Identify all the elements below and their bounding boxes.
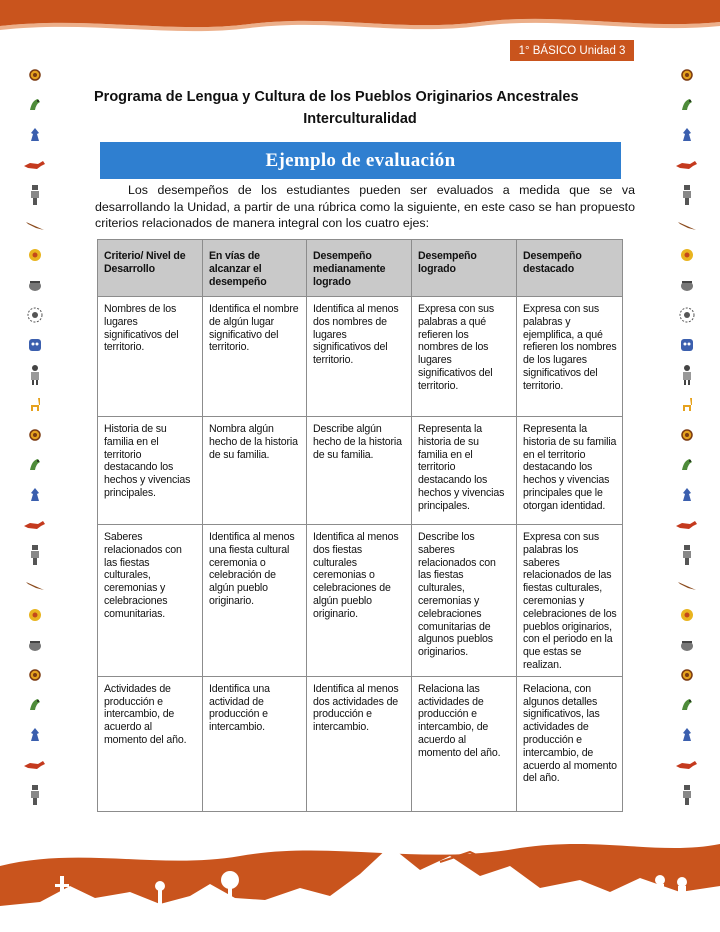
warrior-icon (22, 360, 48, 390)
rubric-cell: Describe algún hecho de la historia de su familia. (307, 417, 412, 525)
rubric-header-cell: Desempeño destacado (517, 240, 623, 297)
bird-icon (674, 90, 700, 120)
sun-icon (22, 660, 48, 690)
rubric-cell: Describe los saberes relacionados con las fiestas culturales, ceremonias y celebraciones comunitarias de algunos pueblos originarios. (412, 525, 517, 677)
left-decoration-column (22, 60, 48, 810)
rubric-cell: Identifica una actividad de producción e intercambio. (203, 676, 307, 811)
flower-icon (22, 240, 48, 270)
totem-icon (22, 780, 48, 810)
pot-icon (22, 270, 48, 300)
figure-icon (22, 480, 48, 510)
rubric-cell: Identifica al menos una fiesta cultural ceremonia o celebración de algún pueblo originario. (203, 525, 307, 677)
rubric-cell: Expresa con sus palabras y ejemplifica, a qué refieren los nombres de los lugares significativos del territorio. (517, 297, 623, 417)
bird-icon (22, 90, 48, 120)
figure-icon (674, 720, 700, 750)
rubric-cell: Relaciona, con algunos detalles significativos, las actividades de producción e intercambio, de acuerdo al momento del año. (517, 676, 623, 811)
unit-badge: 1° BÁSICO Unidad 3 (510, 40, 634, 61)
totem-icon (674, 780, 700, 810)
rubric-table (97, 239, 623, 812)
program-subtitle: Interculturalidad (303, 111, 417, 127)
rubric-header-cell: Criterio/ Nivel de Desarrollo (98, 240, 203, 297)
bird-icon (674, 690, 700, 720)
section-title-banner: Ejemplo de evaluación (100, 142, 621, 179)
right-decoration-column (674, 60, 700, 810)
fox-icon (674, 510, 700, 540)
table-row (98, 525, 623, 677)
sun-icon (22, 60, 48, 90)
condor-icon (22, 210, 48, 240)
flower-icon (22, 600, 48, 630)
bird-icon (22, 450, 48, 480)
pot-icon (22, 630, 48, 660)
sun-icon (674, 60, 700, 90)
figure-icon (674, 120, 700, 150)
criterion-cell: Historia de su familia en el territorio destacando los hechos y vivencias principales. (98, 417, 203, 525)
criterion-cell: Nombres de los lugares significativos del territorio. (98, 297, 203, 417)
intro-paragraph (95, 182, 635, 232)
llama-icon (22, 390, 48, 420)
warrior-icon (674, 360, 700, 390)
totem-icon (674, 540, 700, 570)
rubric-header-row (98, 240, 623, 297)
rubric-cell: Identifica al menos dos actividades de producción e intercambio. (307, 676, 412, 811)
intro-text: Los desempeños de los estudiantes pueden ser evaluados a medida que se va desarrollando la Unidad, a partir de una rúbrica como la siguiente, en este caso se han propuesto criterios relacionados de manera integral con los cuatro ejes: (95, 183, 635, 230)
bottom-landscape-band (0, 826, 720, 932)
totem-icon (22, 180, 48, 210)
rubric-cell: Identifica al menos dos nombres de lugares significativos del territorio. (307, 297, 412, 417)
criterion-cell: Saberes relacionados con las fiestas culturales, ceremonias y celebraciones comunitarias. (98, 525, 203, 677)
table-row (98, 417, 623, 525)
flower-icon (674, 600, 700, 630)
rubric-cell: Relaciona las actividades de producción e intercambio, de acuerdo al momento del año. (412, 676, 517, 811)
figure-icon (674, 480, 700, 510)
condor-icon (22, 570, 48, 600)
rubric-cell: Identifica el nombre de algún lugar significativo del territorio. (203, 297, 307, 417)
llama-icon (674, 390, 700, 420)
flower-icon (674, 240, 700, 270)
fox-icon (22, 150, 48, 180)
rubric-header-cell: Desempeño medianamente logrado (307, 240, 412, 297)
table-row (98, 297, 623, 417)
totem-icon (674, 180, 700, 210)
fox-icon (22, 750, 48, 780)
fox-icon (674, 150, 700, 180)
sun-icon (22, 420, 48, 450)
rubric-cell: Representa la historia de su familia en el territorio destacando los hechos y vivencias principales que le otorgan identidad. (517, 417, 623, 525)
rubric-cell: Representa la historia de su familia en el territorio destacando los hechos y vivencias principales. (412, 417, 517, 525)
condor-icon (674, 570, 700, 600)
figure-icon (22, 720, 48, 750)
rubric-header-cell: Desempeño logrado (412, 240, 517, 297)
fox-icon (674, 750, 700, 780)
mask-icon (22, 330, 48, 360)
mask-icon (674, 330, 700, 360)
rubric-cell: Expresa con sus palabras los saberes relacionados de las fiestas culturales, ceremonias y celebraciones de los pueblos originarios, con el periodo en la que estas se realizan. (517, 525, 623, 677)
rubric-cell: Identifica al menos dos fiestas culturales ceremonias o celebraciones de algún pueblo originario. (307, 525, 412, 677)
table-row (98, 676, 623, 811)
totem-icon (22, 540, 48, 570)
bird-icon (674, 450, 700, 480)
rubric-header-cell: En vías de alcanzar el desempeño (203, 240, 307, 297)
bird-icon (22, 690, 48, 720)
pot-icon (674, 630, 700, 660)
rubric-cell: Expresa con sus palabras a qué refieren los nombres de los lugares significativos del territorio. (412, 297, 517, 417)
fox-icon (22, 510, 48, 540)
condor-icon (674, 210, 700, 240)
sun-icon (674, 660, 700, 690)
program-title: Programa de Lengua y Cultura de los Pueblos Originarios Ancestrales (94, 89, 579, 105)
top-decorative-band (0, 0, 720, 44)
sun-icon (674, 420, 700, 450)
criterion-cell: Actividades de producción e intercambio, de acuerdo al momento del año. (98, 676, 203, 811)
figure-icon (22, 120, 48, 150)
spiral-icon (674, 300, 700, 330)
pot-icon (674, 270, 700, 300)
spiral-icon (22, 300, 48, 330)
rubric-cell: Nombra algún hecho de la historia de su familia. (203, 417, 307, 525)
